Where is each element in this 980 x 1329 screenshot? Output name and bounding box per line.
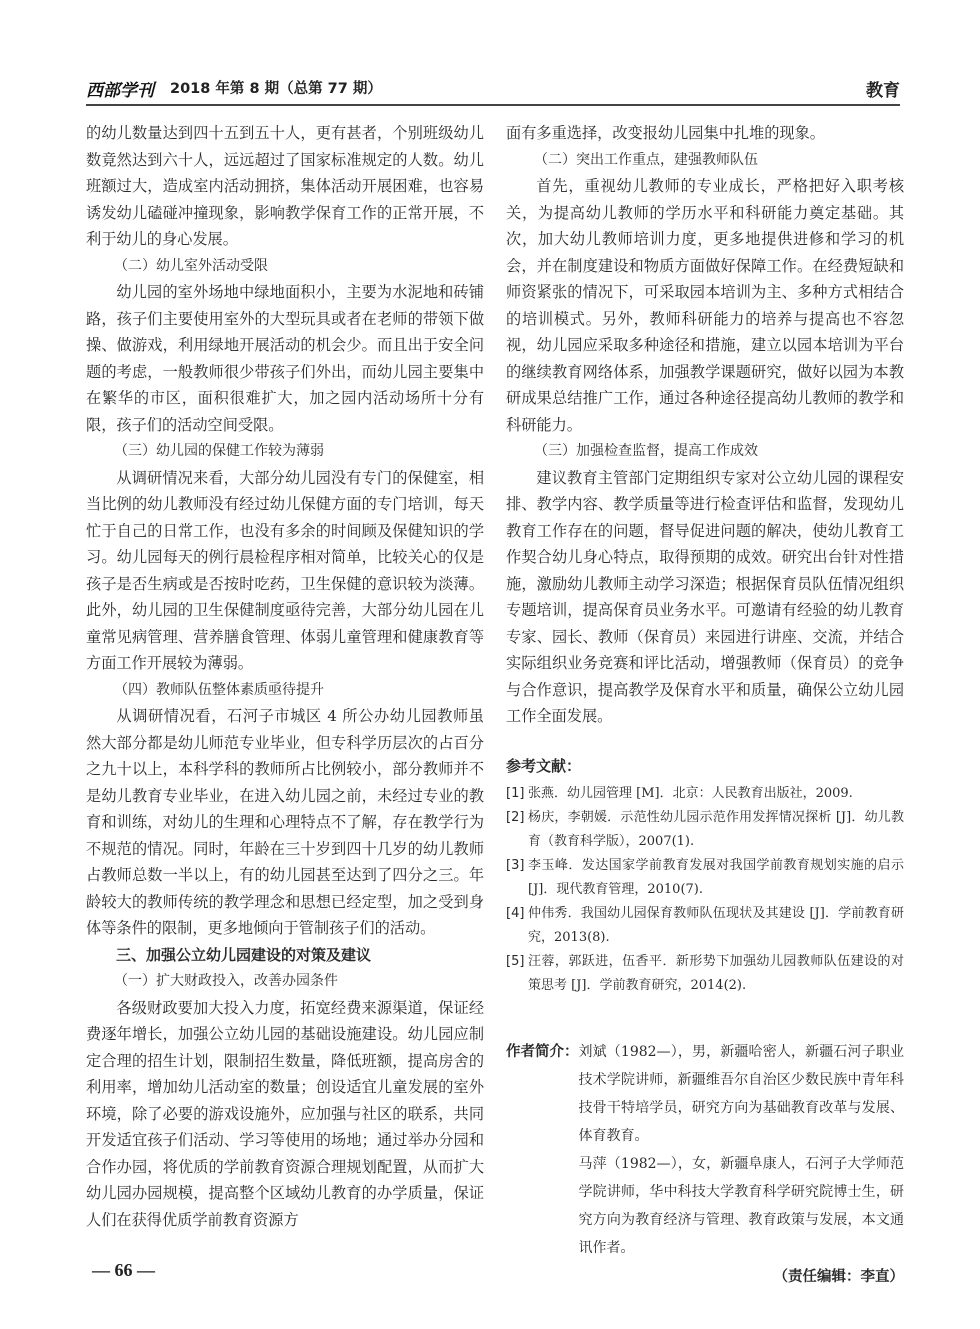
- paragraph: 的幼儿数量达到四十五到五十人，更有甚者，个别班级幼儿数竟然达到六十人，远远超过了国家标准规定的人数。幼儿班额过大，造成室内活动拥挤，集体活动开展困难，也容易诱发幼儿磕碰冲撞现象，影响教学保育工作的正常开展，不利于幼儿的身心发展。: [86, 124, 484, 248]
- subsection-heading: （二）幼儿室外活动受限: [114, 257, 268, 274]
- subsection-heading: （三）加强检查监督，提高工作成效: [534, 443, 758, 459]
- paragraph: 首先，重视幼儿教师的专业成长，严格把好入职考核关，为提高幼儿教师的学历水平和科研能力奠定基础。其次，加大幼儿教师培训力度，更多地提供进修和学习的机会，并在制度建设和物质方面做好保障工作。在经费短缺和师资紧张的情况下，可采取园本培训为主、多种方式相结合的培训模式。另外，教师科研能力的培养与提高也不容忽视，幼儿园应采取多种途径和措施，建立以园本培训为平台的继续教育网络体系，加强教学课题研究，做好以园为本教研成果总结推广工作，通过各种途径提高幼儿教师的教学和科研能力。: [506, 177, 904, 434]
- reference-item: [506, 806, 904, 854]
- reference-item: [506, 854, 904, 902]
- left-column: [86, 120, 484, 1233]
- reference-item: [506, 950, 904, 998]
- section-heading: 三、加强公立幼儿园建设的对策及建议: [116, 945, 372, 964]
- reference-number: [2]: [506, 809, 525, 825]
- paragraph: 面有多重选择，改变报幼儿园集中扎堆的现象。: [506, 124, 825, 142]
- subsection-heading: （二）突出工作重点，建强教师队伍: [534, 151, 758, 168]
- references-list: [506, 782, 904, 998]
- reference-number: [4]: [506, 905, 525, 921]
- reference-text: 杨庆，李朝媛．示范性幼儿园示范作用发挥情况探析 [J]．幼儿教育（教育科学版），2007(1).: [528, 809, 904, 849]
- paragraph: 各级财政要加大投入力度，拓宽经费来源渠道，保证经费逐年增长，加强公立幼儿园的基础设施建设。幼儿园应制定合理的招生计划，限制招生数量，降低班额，提高房舍的利用率，增加幼儿活动室的数量；创设适宜儿童发展的室外环境，除了必要的游戏设施外，应加强与社区的联系，共同开发适宜孩子们活动、学习等使用的场地；通过举办分园和合作办园，将优质的学前教育资源合理规划配置，从而扩大幼儿园办园规模，提高整个区域幼儿教育的办学质量，保证人们在获得优质学前教育资源方: [86, 998, 484, 1229]
- journal-logo: 西部学刊: [86, 81, 154, 101]
- paragraph: 建议教育主管部门定期组织专家对公立幼儿园的课程安排、教学内容、教学质量等进行检查评估和监督，发现幼儿教育工作存在的问题，督导促进问题的解决，使幼儿教育工作契合幼儿身心特点，取得预期的成效。研究出台针对性措施，激励幼儿教师主动学习深造；根据保育员队伍情况组织专题培训，提高保育员业务水平。可邀请有经验的幼儿教育专家、园长、教师（保育员）来园进行讲座、交流，并结合实际组织业务竞赛和评比活动，增强教师（保育员）的竞争与合作意识，提高教学及保育水平和质量，确保公立幼儿园工作全面发展。: [506, 468, 904, 725]
- paragraph: 从调研情况看，石河子市城区 4 所公办幼儿园教师虽然大部分都是幼儿师范专业毕业，但专科学历层次的占百分之九十以上，本科学科的教师所占比例较小，部分教师并不是幼儿教育专业毕业，在进入幼儿园之前，未经过专业的教育和训练，对幼儿的生理和心理特点不了解，存在教学行为不规范的情况。同时，年龄在三十岁到四十几岁的幼儿教师占教师总数一半以上，有的幼儿园甚至达到了四分之三。年龄较大的教师传统的教学理念和思想已经定型，加之受到身体等条件的限制，更多地倾向于管制孩子们的活动。: [86, 707, 484, 937]
- reference-text: 张燕．幼儿园管理 [M]．北京：人民教育出版社，2009.: [528, 785, 853, 801]
- author-bio: [506, 1038, 904, 1262]
- header-rule: [86, 104, 900, 106]
- reference-number: [1]: [506, 785, 525, 801]
- author-bio-text: 马萍（1982—），女，新疆阜康人，石河子大学师范学院讲师，华中科技大学教育科学研究院博士生，研究方向为教育经济与管理、教育政策与发展，本文通讯作者。: [578, 1155, 904, 1256]
- reference-number: [5]: [506, 953, 525, 969]
- right-column: [506, 120, 904, 1290]
- reference-text: 仲伟秀．我国幼儿园保育教师队伍现状及其建设 [J]．学前教育研究，2013(8).: [528, 905, 904, 945]
- subsection-heading: （一）扩大财政投入，改善办园条件: [114, 973, 338, 989]
- author-bio-body: [579, 1038, 905, 1262]
- paragraph: 从调研情况来看，大部分幼儿园没有专门的保健室，相当比例的幼儿教师没有经过幼儿保健方面的专门培训，每天忙于自己的日常工作，也没有多余的时间顾及保健知识的学习。幼儿园每天的例行晨检程序相对简单，比较关心的仅是孩子是否生病或是否按时吃药，卫生保健的意识较为淡薄。此外，幼儿园的卫生保健制度亟待完善，大部分幼儿园在儿童常见病管理、营养膳食管理、体弱儿童管理和健康教育等方面工作开展较为薄弱。: [86, 468, 484, 672]
- reference-item: [506, 782, 904, 806]
- section-name: 教育: [866, 81, 900, 101]
- reference-text: 汪蓉，郭跃进，伍香平．新形势下加强幼儿园教师队伍建设的对策思考 [J]．学前教育研究，2014(2).: [528, 953, 904, 993]
- issue-info: 2018 年第 8 期（总第 77 期）: [170, 81, 382, 97]
- paragraph: 幼儿园的室外场地中绿地面积小，主要为水泥地和砖铺路，孩子们主要使用室外的大型玩具或者在老师的带领下做操、做游戏，利用绿地开展活动的机会少。而且出于安全问题的考虑，一般教师很少带孩子们外出，而幼儿园主要集中在繁华的市区，面积很难扩大，加之园内活动场所十分有限，孩子们的活动空间受限。: [86, 283, 484, 434]
- subsection-heading: （三）幼儿园的保健工作较为薄弱: [114, 443, 324, 459]
- responsible-editor: （责任编辑：李直）: [773, 1268, 904, 1285]
- author-bio-label: 作者简介：: [506, 1043, 579, 1060]
- page-header: [86, 74, 900, 102]
- author-bio-text: 刘斌（1982—），男，新疆哈密人，新疆石河子职业技术学院讲师，新疆维吾尔自治区少数民族中青年科技骨干特培学员，研究方向为基础教育改革与发展、体育教育。: [578, 1043, 904, 1144]
- page-number: — 66 —: [92, 1260, 155, 1280]
- references-heading: 参考文献：: [506, 756, 582, 775]
- reference-item: [506, 902, 904, 950]
- subsection-heading: （四）教师队伍整体素质亟待提升: [114, 681, 324, 698]
- reference-number: [3]: [506, 857, 525, 873]
- reference-text: 李玉峰．发达国家学前教育发展对我国学前教育规划实施的启示 [J]．现代教育管理，2010(7).: [528, 857, 904, 897]
